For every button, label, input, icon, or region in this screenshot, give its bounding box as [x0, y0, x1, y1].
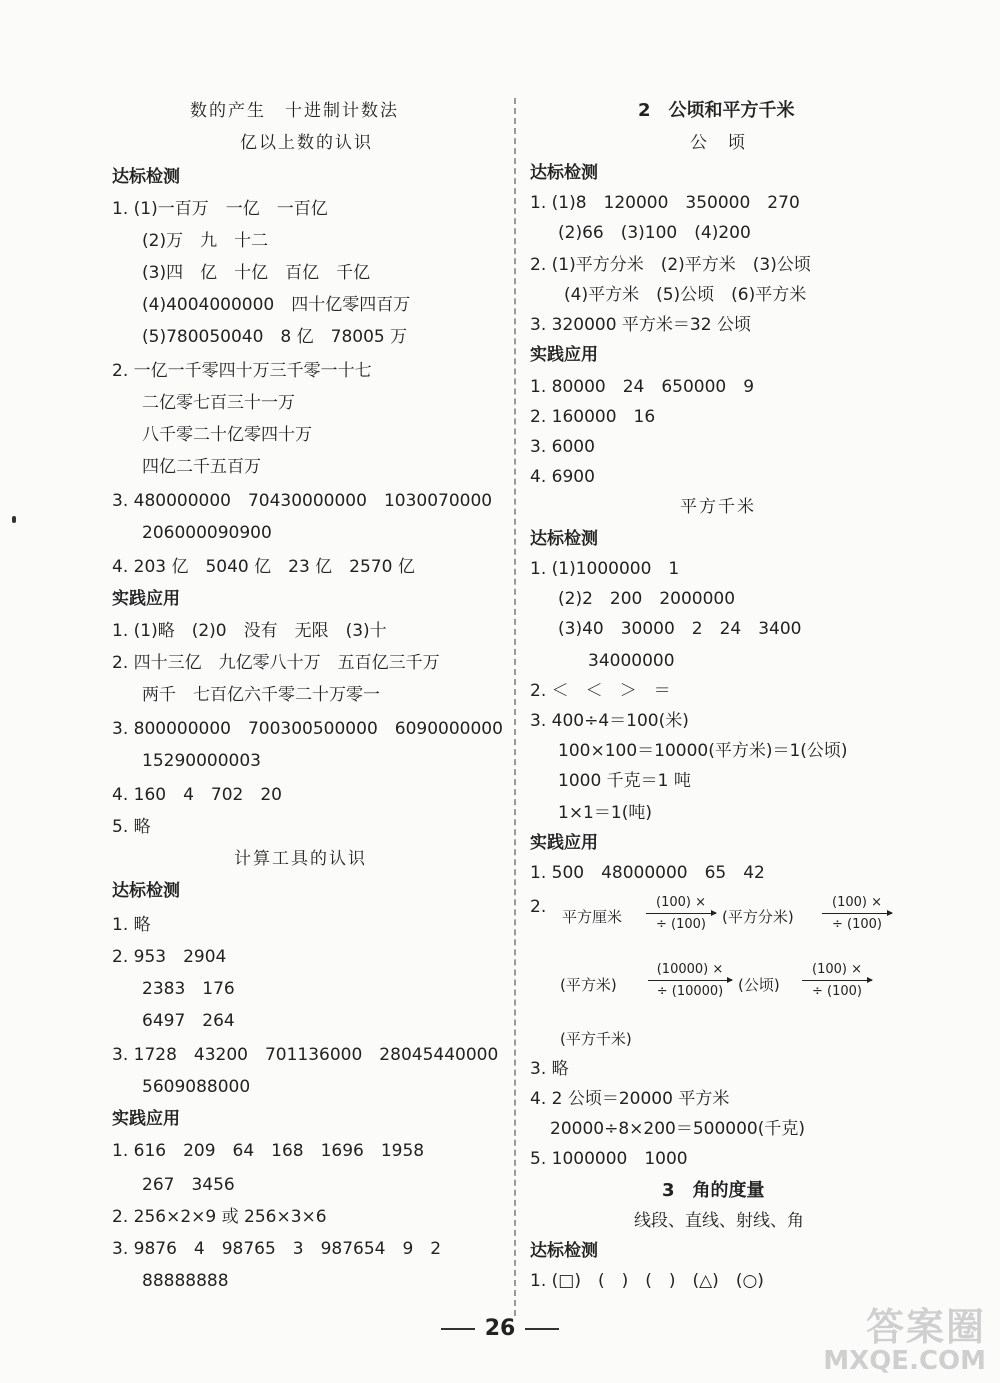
- unit-label: (平方分米): [722, 908, 794, 926]
- answer-line: 1. 略: [112, 915, 151, 935]
- section-title: 公 顷: [690, 133, 747, 153]
- answer-line: 3. 9876 4 98765 3 987654 9 2: [112, 1239, 442, 1259]
- section-title: 数的产生 十进制计数法: [190, 101, 399, 121]
- answer-line: (5)780050040 8 亿 78005 万: [142, 327, 408, 347]
- answer-line: 2. 160000 16: [530, 407, 656, 427]
- section-title: 计算工具的认识: [234, 849, 367, 869]
- answer-line: 206000090900: [142, 523, 272, 543]
- arrow-icon: [802, 980, 872, 981]
- heading-standard-test: 达标检测: [530, 1241, 598, 1261]
- answer-line: (3)40 30000 2 24 3400: [558, 619, 802, 639]
- watermark-title: 答案圈: [865, 1305, 986, 1349]
- answer-line: 2. 四十三亿 九亿零八十万 五百亿三千万: [112, 653, 440, 673]
- answer-line: 八千零二十亿零四十万: [142, 425, 312, 445]
- answer-line: 1. (□) ( ) ( ) (△) (○): [530, 1271, 764, 1291]
- section-title: 线段、直线、射线、角: [634, 1211, 804, 1231]
- answer-line: (3)四 亿 十亿 百亿 千亿: [142, 263, 371, 283]
- unit-label: (平方千米): [560, 1030, 632, 1048]
- conversion-multiply: (100) ×: [832, 895, 882, 910]
- watermark-url: MXQE.COM: [823, 1346, 986, 1376]
- watermark-logo: [823, 1307, 986, 1375]
- page-dash-left: [441, 1328, 475, 1330]
- answer-line: 5. 1000000 1000: [530, 1149, 688, 1169]
- answer-line: 2. 一亿一千零四十万三千零一十七: [112, 361, 372, 381]
- answer-line: (2)2 200 2000000: [558, 589, 736, 609]
- scan-speck: [12, 516, 16, 523]
- page-dash-right: [525, 1328, 559, 1330]
- answer-line: 267 3456: [142, 1175, 235, 1195]
- answer-line: 4. 6900: [530, 467, 595, 487]
- heading-practice: 实践应用: [112, 1109, 180, 1129]
- answer-line: 3. 320000 平方米＝32 公顷: [530, 315, 751, 335]
- answer-line: 3. 480000000 70430000000 1030070000: [112, 491, 493, 511]
- section-title: 平方千米: [680, 497, 756, 517]
- column-divider: [514, 98, 516, 1316]
- page-number-text: 26: [484, 1316, 516, 1341]
- chapter-title: 3 角的度量: [662, 1180, 765, 1201]
- answer-line: 二亿零七百三十一万: [142, 393, 295, 413]
- answer-line: 5609088000: [142, 1077, 251, 1097]
- heading-standard-test: 达标检测: [530, 529, 598, 549]
- arrow-icon: [648, 980, 732, 981]
- heading-standard-test: 达标检测: [530, 163, 598, 183]
- heading-standard-test: 达标检测: [112, 881, 180, 901]
- unit-label: (平方米): [560, 976, 617, 994]
- answer-line: 四亿二千五百万: [142, 457, 261, 477]
- answer-line: 1. (1)略 (2)0 没有 无限 (3)十: [112, 621, 387, 641]
- answer-line: 2.: [530, 897, 547, 917]
- answer-line: 2. (1)平方分米 (2)平方米 (3)公顷: [530, 255, 811, 275]
- answer-line: 3. 6000: [530, 437, 595, 457]
- answer-line: 4. 203 亿 5040 亿 23 亿 2570 亿: [112, 557, 415, 577]
- answer-line: 2. ＜ ＜ ＞ ＝: [530, 681, 671, 701]
- unit-label: 平方厘米: [562, 908, 623, 926]
- answer-line: 3. 1728 43200 701136000 28045440000: [112, 1045, 499, 1065]
- answer-line: 1. (1)一百万 一亿 一百亿: [112, 199, 328, 219]
- answer-line: (4)平方米 (5)公顷 (6)平方米: [564, 285, 807, 305]
- answer-line: 1. 500 48000000 65 42: [530, 863, 765, 883]
- answer-line: 88888888: [142, 1271, 229, 1291]
- answer-line: 3. 800000000 700300500000 6090000000: [112, 719, 503, 739]
- answer-line: 1. 616 209 64 168 1696 1958: [112, 1141, 425, 1161]
- answer-line: 2. 953 2904: [112, 947, 227, 967]
- arrow-icon: [822, 913, 892, 914]
- answer-line: 1×1＝1(吨): [558, 803, 652, 823]
- unit-label: (公顷): [738, 976, 780, 994]
- heading-practice: 实践应用: [112, 589, 180, 609]
- answer-line: 20000÷8×200＝500000(千克): [550, 1119, 805, 1139]
- answer-line: 4. 2 公顷＝20000 平方米: [530, 1089, 730, 1109]
- answer-line: 100×100＝10000(平方米)＝1(公顷): [558, 741, 848, 761]
- answer-line: (2)66 (3)100 (4)200: [558, 223, 751, 243]
- conversion-multiply: (100) ×: [812, 962, 862, 977]
- answer-line: 1. (1)8 120000 350000 270: [530, 193, 800, 213]
- answer-line: 15290000003: [142, 751, 261, 771]
- answer-line: 34000000: [588, 651, 675, 671]
- arrow-icon: [646, 913, 716, 914]
- answer-line: 3. 略: [530, 1059, 569, 1079]
- answer-line: (2)万 九 十二: [142, 231, 269, 251]
- answer-line: (4)4004000000 四十亿零四百万: [142, 295, 411, 315]
- section-subtitle: 亿以上数的认识: [240, 133, 373, 153]
- conversion-divide: ÷ (100): [656, 917, 706, 932]
- conversion-divide: ÷ (10000): [656, 984, 724, 999]
- heading-practice: 实践应用: [530, 833, 598, 853]
- answer-line: 3. 400÷4＝100(米): [530, 711, 689, 731]
- conversion-divide: ÷ (100): [812, 984, 862, 999]
- conversion-divide: ÷ (100): [832, 917, 882, 932]
- conversion-multiply: (10000) ×: [656, 962, 724, 977]
- chapter-title: 2 公顷和平方千米: [638, 100, 795, 121]
- answer-line: 1. (1)1000000 1: [530, 559, 680, 579]
- answer-line: 6497 264: [142, 1011, 235, 1031]
- answer-line: 2. 256×2×9 或 256×3×6: [112, 1207, 327, 1227]
- conversion-multiply: (100) ×: [656, 895, 706, 910]
- answer-line: 1000 千克＝1 吨: [558, 771, 691, 791]
- answer-line: 2383 176: [142, 979, 235, 999]
- heading-practice: 实践应用: [530, 345, 598, 365]
- answer-line: 4. 160 4 702 20: [112, 785, 282, 805]
- answer-line: 两千 七百亿六千零二十万零一: [142, 685, 380, 705]
- heading-standard-test: 达标检测: [112, 167, 180, 187]
- answer-line: 1. 80000 24 650000 9: [530, 377, 755, 397]
- answer-line: 5. 略: [112, 817, 151, 837]
